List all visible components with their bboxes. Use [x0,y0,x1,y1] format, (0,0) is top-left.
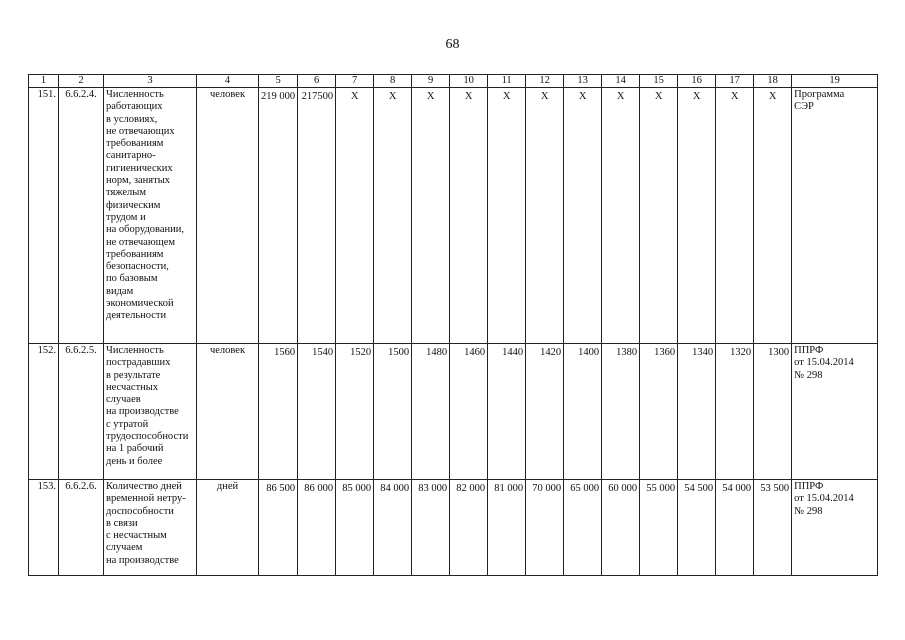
column-number-cell: 15 [640,75,678,88]
value-cell: 1320 [716,344,754,480]
description-line: случаев [106,394,141,406]
value-cell: 1400 [564,344,602,480]
description-line: Численность [106,345,164,356]
description-line: по базовым [106,273,158,285]
value-cell: 1360 [640,344,678,480]
description-line: несчастных [106,381,159,393]
column-number-cell: 14 [602,75,640,88]
indicator-code-cell: 6.6.2.6. [59,480,104,576]
description-line: физическим [106,199,161,211]
value-cell: 85 000 [336,480,374,576]
unit-cell: человек [197,88,259,344]
value-cell: 1560 [259,344,298,480]
description-line: временной нетру- [106,493,186,505]
description-line: видам [106,285,134,297]
indicator-description-cell [104,88,197,344]
column-number-row [29,75,878,88]
column-number-cell: 1 [29,75,59,88]
column-number-cell: 3 [104,75,197,88]
indicator-code-cell: 6.6.2.4. [59,88,104,344]
description-line: гигиенических [106,162,173,174]
description-line: деятельности [106,310,167,322]
description-line: день и более [106,455,163,467]
column-number-cell: 11 [488,75,526,88]
value-cell: 86 000 [298,480,336,576]
value-cell: X [336,88,374,344]
page-number: 68 [445,37,460,52]
row-number-cell: 151. [29,88,59,344]
indicator-code-cell: 6.6.2.5. [59,344,104,480]
description-line: с утратой [106,418,149,430]
table-row [29,344,878,480]
value-cell: 83 000 [412,480,450,576]
source-line: от 15.04.2014 [794,493,854,505]
source-line: № 298 [794,369,823,381]
value-cell: 1460 [450,344,488,480]
column-number-cell: 17 [716,75,754,88]
value-cell: 54 500 [678,480,716,576]
description-line: требованиям [106,138,164,150]
column-number-cell: 19 [792,75,878,88]
value-cell: 65 000 [564,480,602,576]
column-number-cell: 4 [197,75,259,88]
description-line: на производстве [106,406,179,418]
value-cell: X [564,88,602,344]
value-cell: 53 500 [754,480,792,576]
column-number-cell: 2 [59,75,104,88]
value-cell: 1420 [526,344,564,480]
value-cell: 54 000 [716,480,754,576]
description-line: доспособности [106,505,174,517]
description-line: работающих [106,101,163,113]
value-cell: 1540 [298,344,336,480]
indicator-description-cell [104,480,197,576]
value-cell: X [754,88,792,344]
description-line: тяжелым [106,187,146,199]
table-row [29,480,878,576]
indicator-table [28,74,878,576]
value-cell: 81 000 [488,480,526,576]
description-line: санитарно- [106,150,156,162]
indicator-description-cell [104,344,197,480]
value-cell: 1380 [602,344,640,480]
description-line: на оборудовании, [106,224,185,236]
column-number-cell: 10 [450,75,488,88]
column-number-cell: 6 [298,75,336,88]
value-cell: 217500 [298,88,336,344]
description-line: не отвечающем [106,236,176,248]
value-cell: 84 000 [374,480,412,576]
value-cell: 1480 [412,344,450,480]
value-cell: 1440 [488,344,526,480]
value-cell: X [716,88,754,344]
description-line: безопасности, [106,261,169,273]
column-number-cell: 7 [336,75,374,88]
source-line: Программа [794,89,845,100]
value-cell: 1500 [374,344,412,480]
value-cell: X [602,88,640,344]
description-line: трудом и [106,211,146,223]
column-number-cell: 16 [678,75,716,88]
description-line: пострадавших [106,357,171,369]
value-cell: X [374,88,412,344]
column-number-cell: 8 [374,75,412,88]
value-cell: 1520 [336,344,374,480]
description-line: Количество дней [106,481,182,492]
description-line: трудоспособности [106,431,189,443]
source-line: от 15.04.2014 [794,357,854,369]
value-cell: 219 000 [259,88,298,344]
value-cell: 86 500 [259,480,298,576]
source-line: ППРФ [794,481,824,492]
value-cell: 70 000 [526,480,564,576]
unit-cell: человек [197,344,259,480]
column-number-cell: 9 [412,75,450,88]
value-cell: X [640,88,678,344]
table-row [29,88,878,344]
source-cell [792,344,878,480]
row-number-cell: 153. [29,480,59,576]
source-line: № 298 [794,505,823,517]
source-cell [792,480,878,576]
column-number-cell: 12 [526,75,564,88]
description-line: на производстве [106,554,179,566]
value-cell: X [488,88,526,344]
description-line: не отвечающих [106,125,175,137]
value-cell: X [412,88,450,344]
description-line: норм, занятых [106,175,171,187]
description-line: экономической [106,298,174,310]
description-line: в результате [106,369,161,381]
description-line: Численность [106,89,164,100]
source-line: ППРФ [794,345,824,356]
value-cell: 60 000 [602,480,640,576]
description-line: на 1 рабочий [106,443,164,455]
description-line: в связи [106,517,138,529]
description-line: в условиях, [106,113,158,125]
source-line: СЭР [794,101,814,113]
column-number-cell: 18 [754,75,792,88]
value-cell: X [526,88,564,344]
row-number-cell: 152. [29,344,59,480]
column-number-cell: 13 [564,75,602,88]
column-number-cell: 5 [259,75,298,88]
description-line: требованиям [106,248,164,260]
description-line: с несчастным [106,530,167,542]
value-cell: 82 000 [450,480,488,576]
value-cell: 1300 [754,344,792,480]
value-cell: 55 000 [640,480,678,576]
description-line: случаем [106,542,143,554]
value-cell: X [678,88,716,344]
source-cell [792,88,878,344]
value-cell: X [450,88,488,344]
unit-cell: дней [197,480,259,576]
value-cell: 1340 [678,344,716,480]
